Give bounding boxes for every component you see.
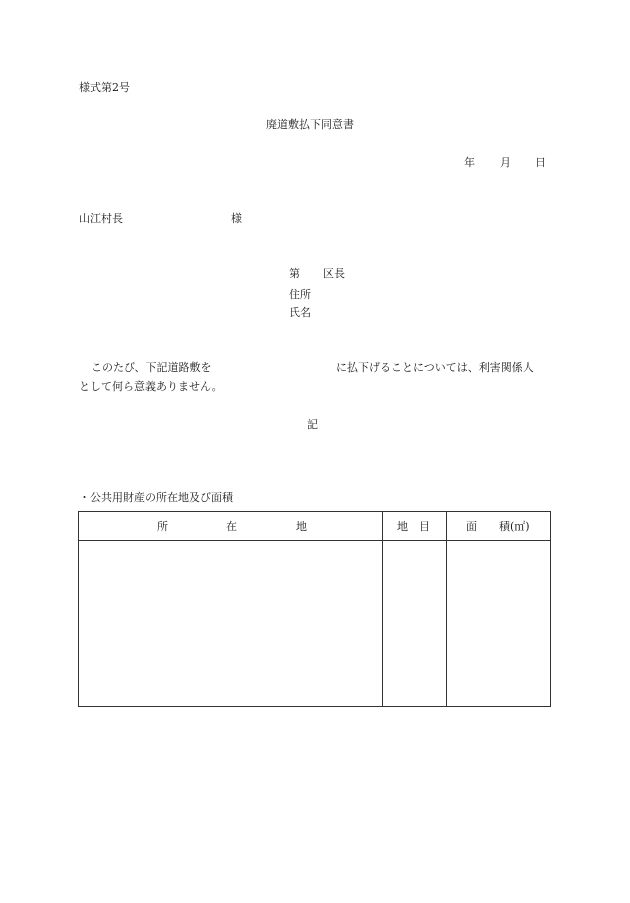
property-table [78,511,551,707]
date-day-label: 日 [535,156,546,169]
column-header-area: 面 積(㎡) [466,520,530,533]
date-month-label: 月 [500,156,511,169]
consent-text-start: このたび、下記道路敷を [91,361,212,374]
consent-text-end: に払下げることについては、利害関係人 [336,361,534,374]
column-header-location-1: 所 [157,520,168,533]
form-number: 様式第2号 [79,81,130,94]
column-header-land-category: 地 目 [397,520,430,533]
column-header-location-3: 地 [296,520,307,533]
document-title: 廃道敷払下同意書 [266,118,354,131]
table-header-divider [79,540,550,541]
property-section-heading: ・公共用財産の所在地及び面積 [79,491,233,504]
date-year-label: 年 [464,156,475,169]
column-header-location-2: 在 [226,520,237,533]
ki-label: 記 [307,418,318,431]
applicant-address-label: 住所 [289,288,311,301]
addressee-name: 山江村長 [79,212,123,225]
district-chief-label: 区長 [323,267,345,280]
applicant-name-label: 氏名 [289,306,311,319]
addressee-honorific: 様 [231,212,242,225]
table-column-divider [446,512,447,706]
district-prefix: 第 [289,267,300,280]
consent-text-line2: として何ら意義ありません。 [79,380,223,393]
table-column-divider [382,512,383,706]
